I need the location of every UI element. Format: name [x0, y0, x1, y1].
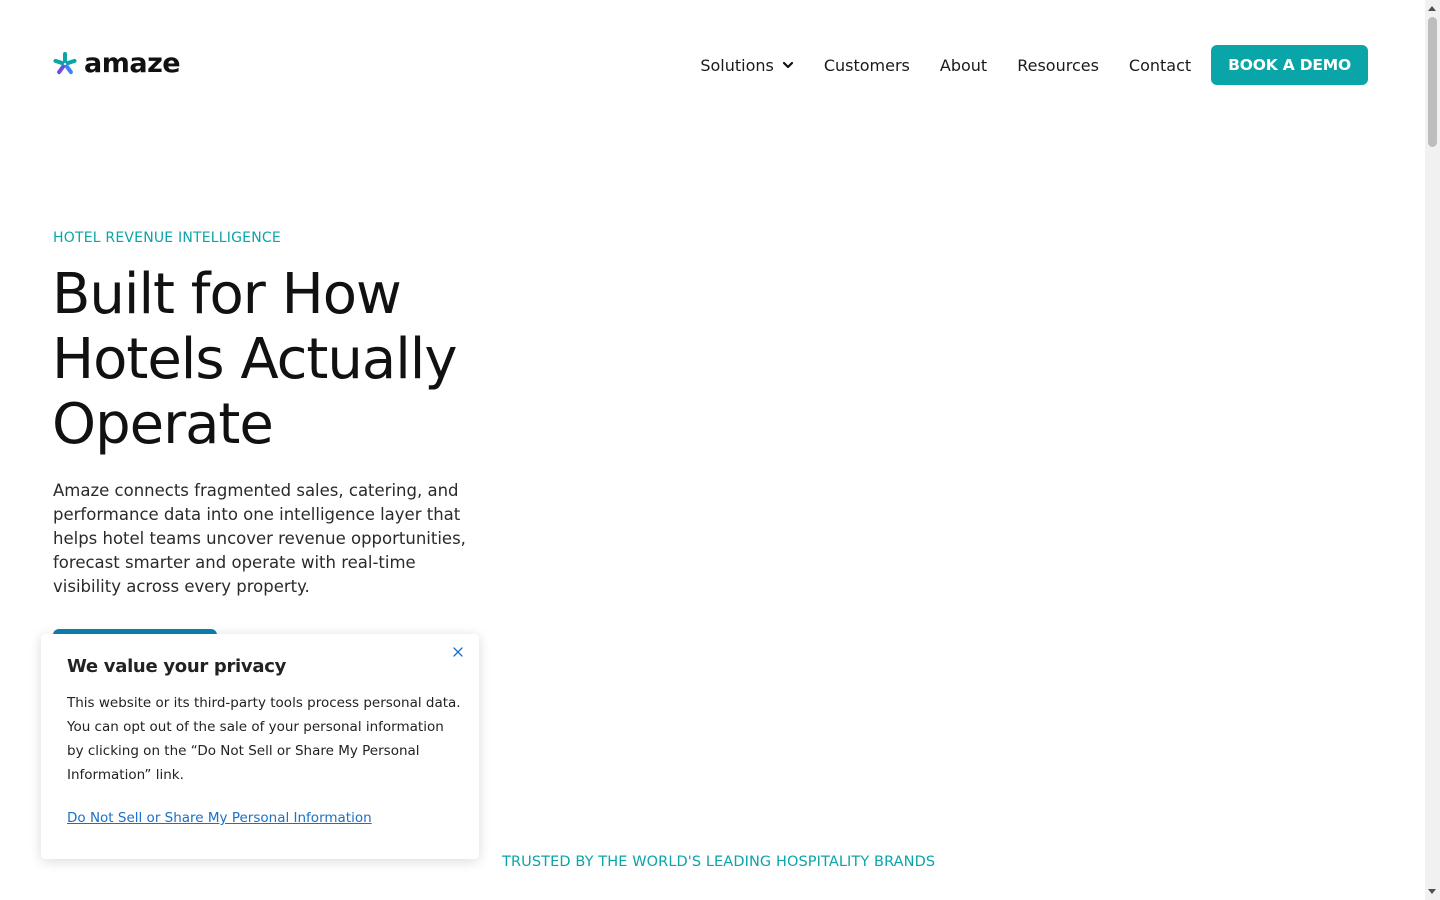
nav-item-label: Solutions — [700, 55, 774, 75]
hero-title-line: Built for How — [52, 262, 401, 327]
site-header — [0, 0, 1425, 130]
chevron-down-icon — [782, 59, 794, 71]
nav-item-about[interactable]: About — [939, 55, 988, 75]
do-not-sell-link[interactable]: Do Not Sell or Share My Personal Information — [67, 810, 372, 826]
nav-item-solutions[interactable] — [700, 56, 794, 75]
nav-item-resources[interactable]: Resources — [1017, 55, 1099, 75]
logo-wordmark: amaze — [84, 48, 181, 79]
scroll-down-icon[interactable] — [1428, 889, 1436, 894]
scrollbar-thumb[interactable] — [1428, 17, 1437, 147]
hero-title-line: Hotels Actually — [52, 327, 457, 392]
privacy-body: This website or its third-party tools process personal data. You can opt out of the sale of your personal information by clicking on the “Do Not Sell or Share My Personal Information” link. — [67, 695, 461, 783]
scroll-up-icon[interactable] — [1428, 6, 1436, 11]
main-nav — [700, 45, 1368, 85]
privacy-popup — [41, 634, 479, 859]
trusted-brands-label: TRUSTED BY THE WORLD'S LEADING HOSPITALITY BRANDS — [502, 854, 936, 870]
hero-title — [52, 262, 572, 457]
hero-description: Amaze connects fragmented sales, catering, and performance data into one intelligence layer that helps hotel teams uncover revenue opportunities, forecast smarter and operate with real-time visibility across every property. — [53, 481, 466, 596]
amaze-logo-icon — [52, 51, 78, 77]
privacy-title: We value your privacy — [67, 656, 286, 677]
hero-eyebrow: HOTEL REVENUE INTELLIGENCE — [53, 230, 281, 246]
logo[interactable] — [52, 49, 180, 79]
hero-title-line: Operate — [52, 392, 273, 457]
book-demo-button[interactable]: BOOK A DEMO — [1211, 45, 1368, 85]
scrollbar[interactable] — [1425, 0, 1440, 900]
nav-item-customers[interactable]: Customers — [823, 55, 910, 75]
nav-item-contact[interactable]: Contact — [1128, 55, 1192, 75]
close-icon[interactable] — [451, 645, 465, 659]
